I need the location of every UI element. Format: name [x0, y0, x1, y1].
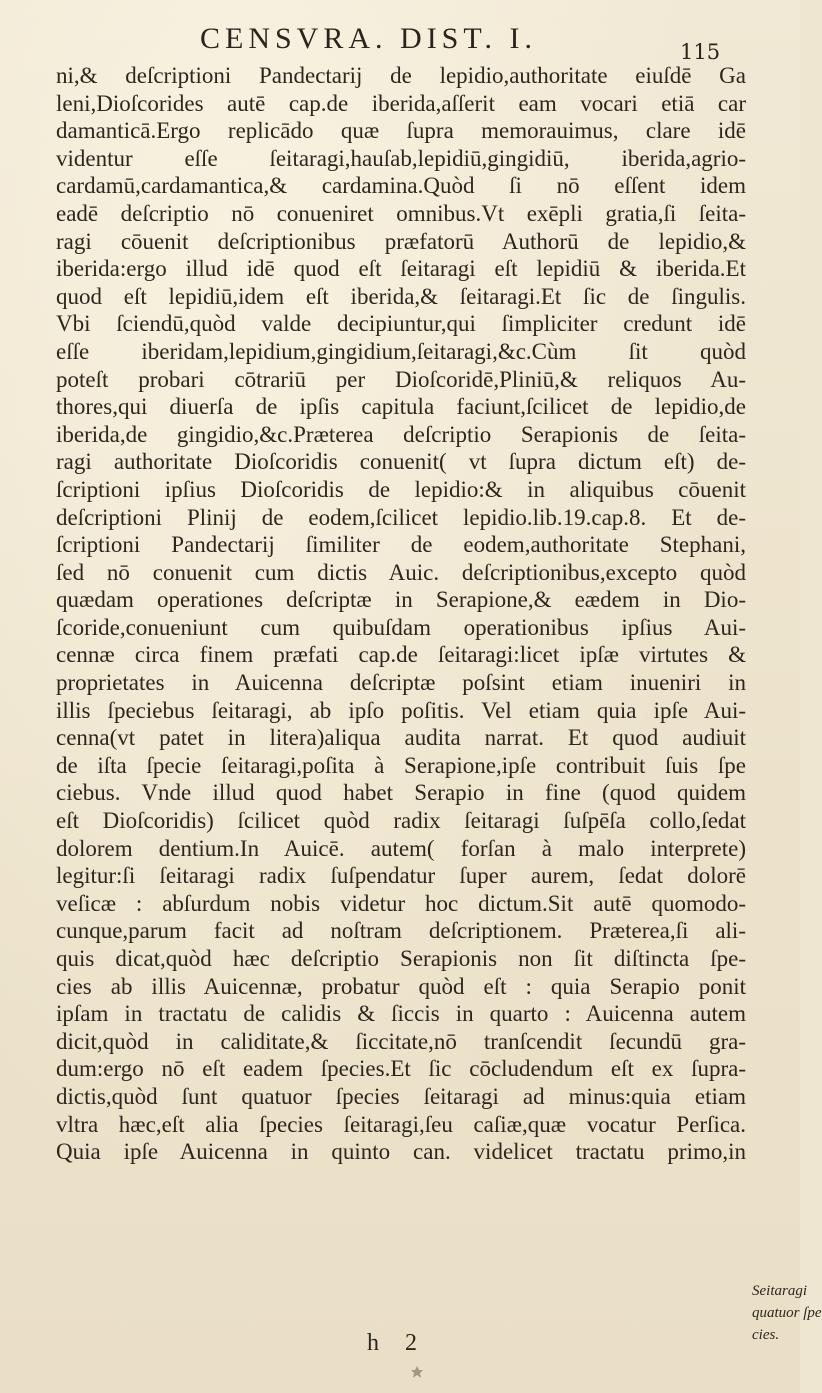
text-line: vltra hæc,eſt alia ſpecies ſeitaragi,ſeu caſiæ,quæ vocatur Perſica. [56, 1111, 746, 1137]
text-line: ipſam in tractatu de calidis & ſiccis in quarto : Auicenna autem [56, 1001, 746, 1027]
text-line: deſcriptioni Plinij de eodem,ſcilicet lepidio.lib.19.cap.8. Et de- [56, 504, 746, 530]
margin-note-line: quatuor ſpe [752, 1305, 822, 1321]
text-line: dictis,quòd ſunt quatuor ſpecies ſeitaragi ad minus:quia etiam [56, 1083, 746, 1109]
text-line: iberida,de gingidio,&c.Præterea deſcriptio Serapionis de ſeita- [56, 421, 746, 447]
page-number: 115 [680, 40, 721, 64]
text-line: quod eſt lepidiū,idem eſt iberida,& ſeitaragi.Et ſic de ſingulis. [56, 283, 746, 309]
text-line: videntur eſſe ſeitaragi,hauſab,lepidiū,gingidiū, iberida,agrio- [56, 145, 746, 171]
margin-note [752, 1280, 822, 1346]
text-line: cies ab illis Auicennæ, probatur quòd eſt : quia Serapio ponit [56, 973, 746, 999]
margin-note-line: cies. [752, 1327, 780, 1343]
text-line: dolorem dentium.In Auicē. autem( forſan à malo interprete) [56, 835, 746, 861]
text-line: damanticā.Ergo replicādo quæ ſupra memorauimus, clare idē [56, 118, 746, 144]
text-line: ragi authoritate Dioſcoridis conuenit( vt ſupra dictum eſt) de- [56, 449, 746, 475]
text-line: legitur:ſi ſeitaragi radix ſuſpendatur ſuper aurem, ſedat dolorē [56, 863, 746, 889]
text-line: proprietates in Auicenna deſcriptæ poſsint etiam inueniri in [56, 670, 746, 696]
text-line: eſſe iberidam,lepidium,gingidium,ſeitaragi,&c.Cùm ſit quòd [56, 338, 746, 364]
text-line: illis ſpeciebus ſeitaragi, ab ipſo poſitis. Vel etiam quia ipſe Aui- [56, 697, 746, 723]
text-line: poteſt probari cōtrariū per Dioſcoridē,Pliniū,& reliquos Au- [56, 366, 746, 392]
printer-ornament-icon [409, 1364, 425, 1380]
text-line: thores,qui diuerſa de ipſis capitula faciunt,ſcilicet de lepidio,de [56, 394, 746, 420]
page-header [0, 22, 800, 62]
text-line: ſcriptioni Pandectarij ſimiliter de eodem,authoritate Stephani, [56, 532, 746, 558]
text-line: Vbi ſciendū,quòd valde decipiuntur,qui ſimpliciter credunt idē [56, 311, 746, 337]
signature-mark: h 2 [367, 1330, 427, 1356]
text-line: de iſta ſpecie ſeitaragi,poſita à Serapione,ipſe contribuit ſuis ſpe [56, 752, 746, 778]
text-line: Quia ipſe Auicenna in quinto can. videlicet tractatu primo,in [56, 1139, 746, 1165]
text-line: dum:ergo nō eſt eadem ſpecies.Et ſic cōcludendum eſt ex ſupra- [56, 1056, 746, 1082]
text-line: iberida:ergo illud idē quod eſt ſeitaragi eſt lepidiū & iberida.Et [56, 256, 746, 282]
text-line: ni,& deſcriptioni Pandectarij de lepidio,authoritate eiuſdē Ga [56, 63, 746, 88]
running-head: CENSVRA. DIST. I. [200, 22, 537, 55]
text-line: cennæ circa finem præfati cap.de ſeitaragi:licet ipſæ virtutes & [56, 642, 746, 668]
text-line: dicit,quòd in caliditate,& ſiccitate,nō tranſcendit ſecundū gra- [56, 1028, 746, 1054]
main-text-block [56, 62, 746, 1166]
text-line: cenna(vt patet in litera)aliqua audita narrat. Et quod audiuit [56, 725, 746, 751]
text-line: quis dicat,quòd hæc deſcriptio Serapionis non ſit diſtincta ſpe- [56, 946, 746, 971]
text-line: ſcoride,conueniunt cum quibuſdam operationibus ipſius Aui- [56, 614, 746, 640]
text-line: ragi cōuenit deſcriptionibus præfatorū Authorū de lepidio,& [56, 228, 746, 254]
text-line: ſed nō conuenit cum dictis Auic. deſcriptionibus,excepto quòd [56, 559, 746, 585]
text-line: leni,Dioſcorides autē cap.de iberida,aſſerit eam vocari etiā car [56, 90, 746, 116]
text-line: quædam operationes deſcriptæ in Serapione,& eædem in Dio- [56, 587, 746, 613]
text-line: cardamū,cardamantica,& cardamina.Quòd ſi nō eſſent idem [56, 173, 746, 199]
text-line: ciebus. Vnde illud quod habet Serapio in fine (quod quidem [56, 780, 746, 806]
text-line: ſcriptioni ipſius Dioſcoridis de lepidio:& in aliquibus cōuenit [56, 476, 746, 502]
text-line: eadē deſcriptio nō conueniret omnibus.Vt exēpli gratia,ſi ſeita- [56, 200, 746, 226]
text-line: cunque,parum facit ad noſtram deſcriptionem. Præterea,ſi ali- [56, 918, 746, 944]
text-line: eſt Dioſcoridis) ſcilicet quòd radix ſeitaragi ſuſpēſa collo,ſedat [56, 808, 746, 834]
margin-note-line: Seitaragi [752, 1283, 807, 1299]
text-line: veſicæ : abſurdum nobis videtur hoc dictum.Sit autē quomodo- [56, 890, 746, 916]
